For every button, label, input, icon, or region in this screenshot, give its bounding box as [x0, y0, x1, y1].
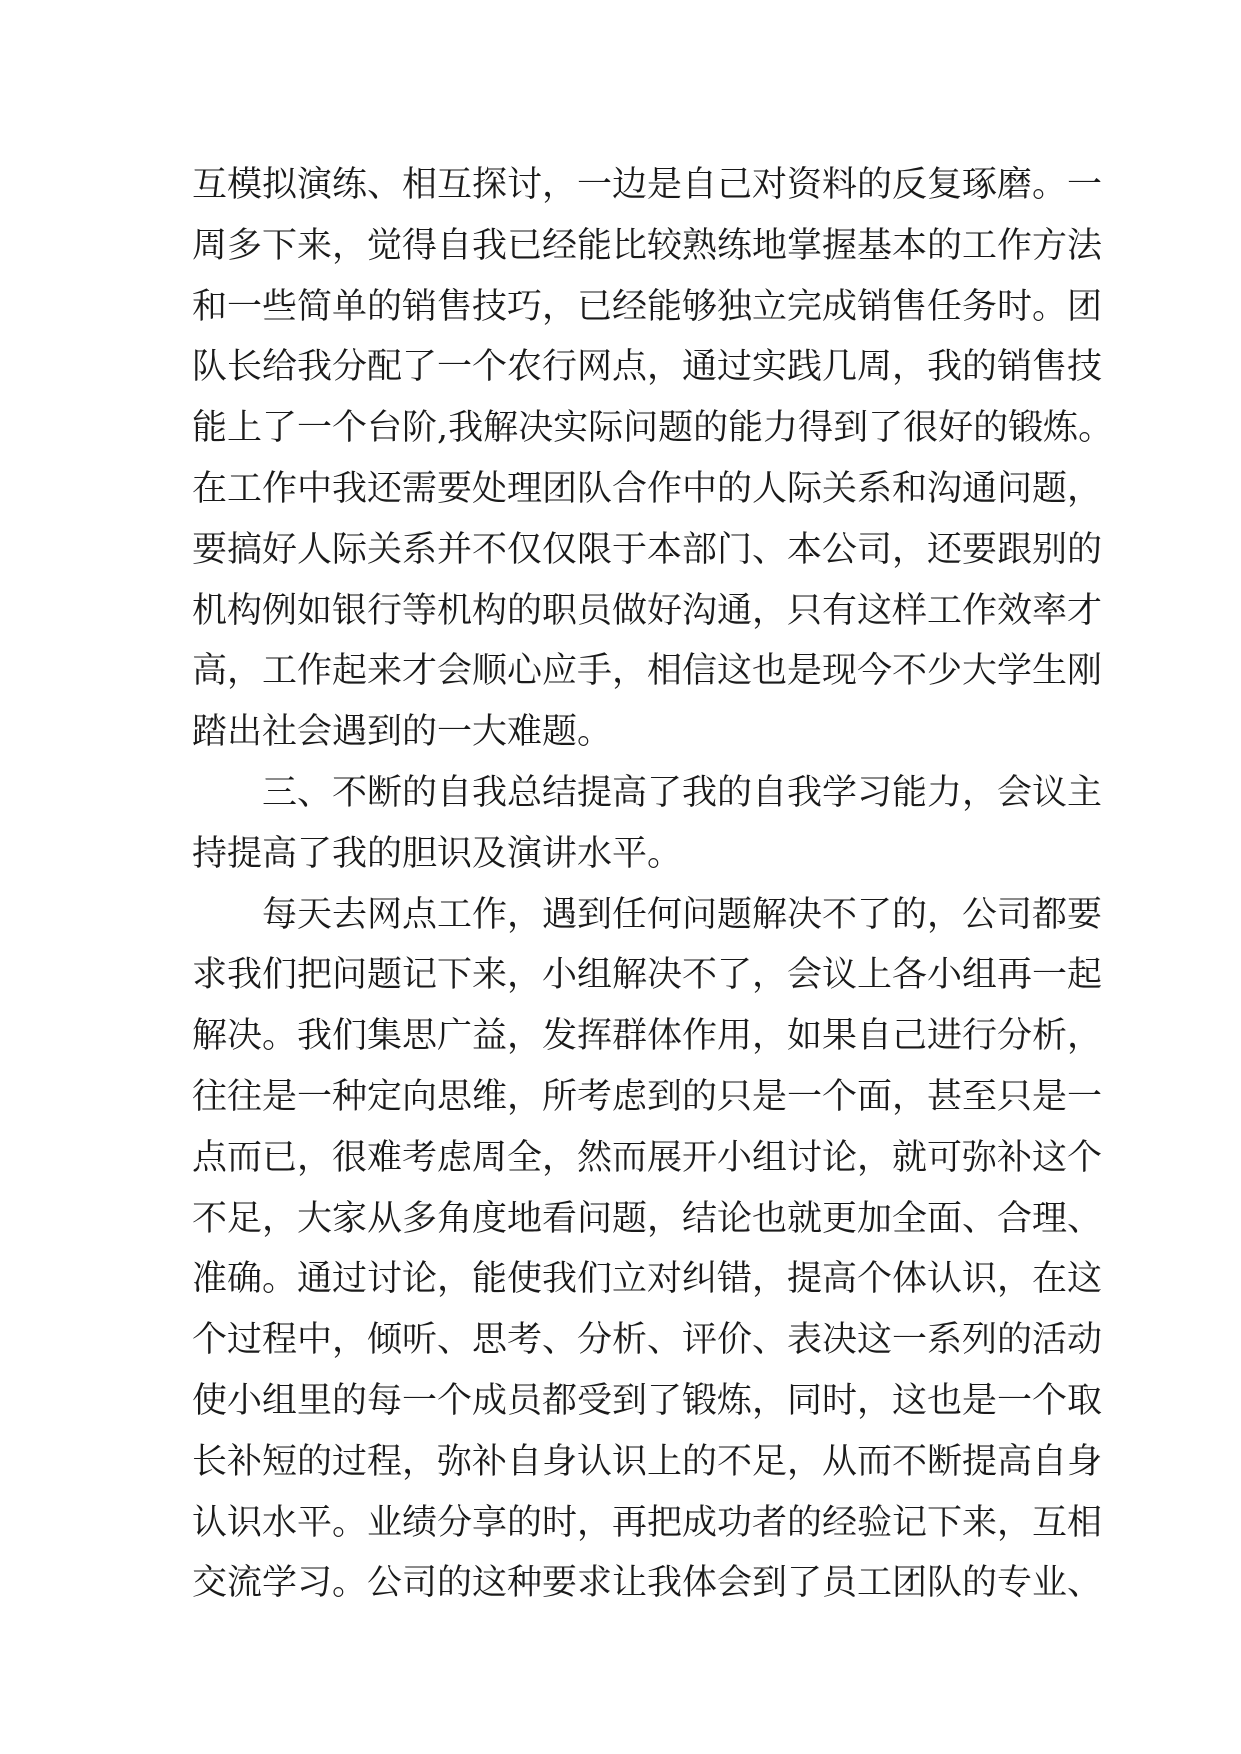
text-line: 认识水平。业绩分享的时，再把成功者的经验记下来，互相: [192, 1502, 1103, 1543]
text-line: 准确。通过讨论，能使我们立对纠错，提高个体认识，在这: [192, 1259, 1103, 1300]
text-line: 点而已，很难考虑周全，然而展开小组讨论，就可弥补这个: [192, 1137, 1103, 1178]
text-line: 在工作中我还需要处理团队合作中的人际关系和沟通问题，: [192, 468, 1103, 509]
text-line: 机构例如银行等机构的职员做好沟通，只有这样工作效率才: [192, 590, 1103, 631]
text-line: 个过程中，倾听、思考、分析、评价、表决这一系列的活动: [192, 1320, 1103, 1361]
text-line: 不足，大家从多角度地看问题，结论也就更加全面、合理、: [192, 1198, 1103, 1239]
text-line: 长补短的过程，弥补自身认识上的不足，从而不断提高自身: [192, 1441, 1103, 1482]
section-heading-line: 持提高了我的胆识及演讲水平。: [192, 833, 683, 874]
text-line: 和一些简单的销售技巧，已经能够独立完成销售任务时。团: [192, 286, 1103, 327]
section-heading-line: 三、不断的自我总结提高了我的自我学习能力，会议主: [262, 772, 1103, 813]
text-line: 高，工作起来才会顺心应手，相信这也是现今不少大学生刚: [192, 651, 1103, 692]
text-line: 踏出社会遇到的一大难题。: [192, 712, 613, 753]
text-line: 周多下来，觉得自我已经能比较熟练地掌握基本的工作方法: [192, 225, 1103, 266]
text-line: 互模拟演练、相互探讨，一边是自己对资料的反复琢磨。一: [192, 165, 1103, 205]
body-text: [192, 155, 1114, 1614]
text-line: 求我们把问题记下来，小组解决不了，会议上各小组再一起: [192, 955, 1103, 996]
text-line: 交流学习。公司的这种要求让我体会到了员工团队的专业、: [192, 1563, 1103, 1604]
text-line: 解决。我们集思广益，发挥群体作用，如果自己进行分析，: [192, 1016, 1103, 1057]
text-line: 队长给我分配了一个农行网点，通过实践几周，我的销售技: [192, 347, 1103, 388]
text-line: 使小组里的每一个成员都受到了锻炼，同时，这也是一个取: [192, 1380, 1103, 1421]
text-line: 要搞好人际关系并不仅仅限于本部门、本公司，还要跟别的: [192, 529, 1103, 570]
text-line: 每天去网点工作，遇到任何问题解决不了的，公司都要: [262, 894, 1103, 935]
text-line: 往往是一种定向思维，所考虑到的只是一个面，甚至只是一: [192, 1076, 1103, 1117]
text-line: 能上了一个台阶,我解决实际问题的能力得到了很好的锻炼。: [192, 408, 1114, 449]
